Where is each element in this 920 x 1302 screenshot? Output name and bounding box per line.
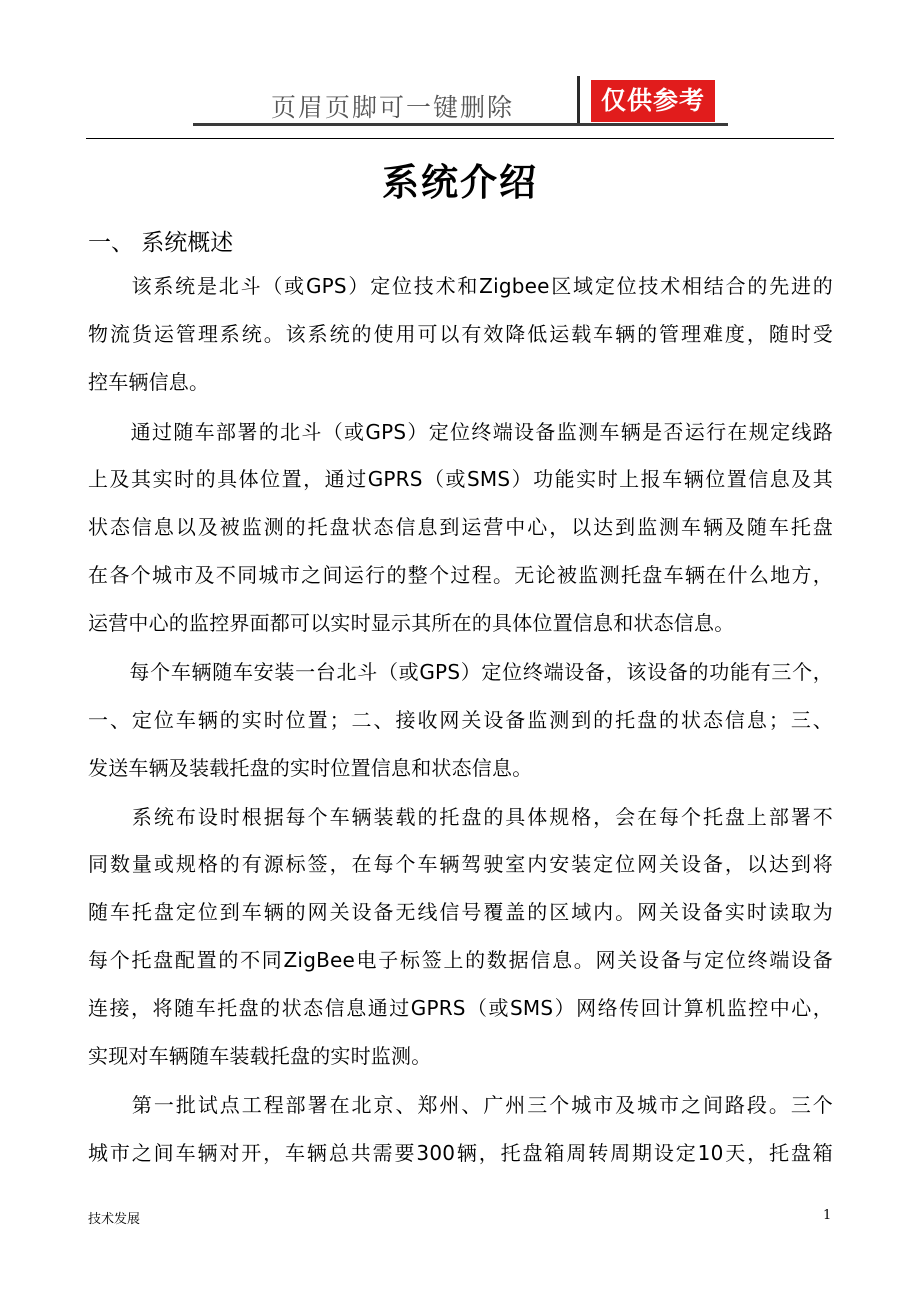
body-line: 状态信息以及被监测的托盘状态信息到运营中心，以达到监测车辆及随车托盘 [88,515,833,539]
banner-text: 页眉页脚可一键删除 [271,93,515,122]
section-heading: 一、 系统概述 [88,230,234,256]
body-line: 连接，将随车托盘的状态信息通过GPRS（或SMS）网络传回计算机监控中心， [88,996,833,1020]
body-line: 一、定位车辆的实时位置；二、接收网关设备监测到的托盘的状态信息；三、 [88,708,833,732]
body-line: 运营中心的监控界面都可以实时显示其所在的具体位置信息和状态信息。 [88,611,735,635]
body-line: 在各个城市及不同城市之间运行的整个过程。无论被监测托盘车辆在什么地方， [88,563,833,587]
body-line: 每个车辆随车安装一台北斗（或GPS）定位终端设备，该设备的功能有三个， [88,660,833,684]
body-line: 城市之间车辆对开，车辆总共需要300辆，托盘箱周转周期设定10天，托盘箱 [88,1141,833,1165]
body-line: 该系统是北斗（或GPS）定位技术和Zigbee区域定位技术相结合的先进的 [88,274,833,298]
body-line: 通过随车部署的北斗（或GPS）定位终端设备监测车辆是否运行在规定线路 [88,420,833,444]
body-line: 控车辆信息。 [88,370,210,394]
banner-underline [193,123,728,126]
header-rule [86,138,834,139]
body-line: 物流货运管理系统。该系统的使用可以有效降低运载车辆的管理难度，随时受 [88,322,833,346]
body-line: 上及其实时的具体位置，通过GPRS（或SMS）功能实时上报车辆位置信息及其 [88,467,833,491]
banner-separator [577,76,580,126]
page-number: 1 [823,1208,832,1223]
body-line: 同数量或规格的有源标签，在每个车辆驾驶室内安装定位网关设备，以达到将 [88,852,833,876]
body-line: 系统布设时根据每个车辆装载的托盘的具体规格，会在每个托盘上部署不 [88,805,833,829]
body-line: 随车托盘定位到车辆的网关设备无线信号覆盖的区域内。网关设备实时读取为 [88,900,833,924]
body-line: 实现对车辆随车装载托盘的实时监测。 [88,1044,432,1068]
body-line: 每个托盘配置的不同ZigBee电子标签上的数据信息。网关设备与定位终端设备 [88,948,833,972]
reference-only-badge: 仅供参考 [591,80,715,122]
document-title: 系统介绍 [382,161,538,204]
header-banner [193,72,728,130]
body-line: 发送车辆及装载托盘的实时位置信息和状态信息。 [88,756,533,780]
body-line: 第一批试点工程部署在北京、郑州、广州三个城市及城市之间路段。三个 [88,1093,833,1117]
footer-label: 技术发展 [88,1212,141,1227]
